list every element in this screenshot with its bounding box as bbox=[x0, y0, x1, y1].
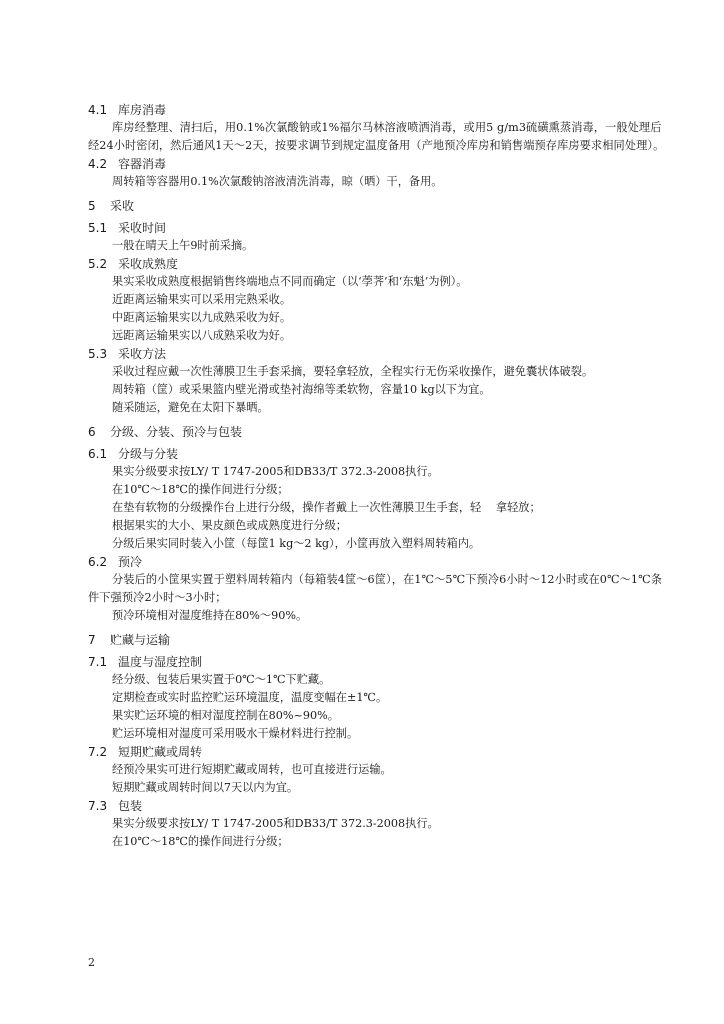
body-paragraph: 在10℃～18℃的操作间进行分级； bbox=[112, 835, 289, 848]
chapter-heading bbox=[88, 197, 668, 215]
heading-number: 5.3 bbox=[88, 347, 108, 361]
body-paragraph: 果实贮运环境的相对湿度控制在80%~90%。 bbox=[112, 709, 339, 722]
body-paragraph: 在垫有软物的分级操作台上进行分级，操作者戴上一次性薄膜卫生手套，轻 拿轻放； bbox=[112, 501, 541, 514]
heading-title: 采收成熟度 bbox=[118, 257, 179, 271]
body-paragraph: 分装后的小筐果实置于塑料周转箱内（每箱装4筐～6筐），在1℃～5℃下预冷6小时～12小时或在0℃～1℃条件下强预冷2小时～3小时； bbox=[88, 573, 663, 604]
section-heading bbox=[88, 255, 668, 273]
heading-title: 分级与分装 bbox=[118, 447, 179, 461]
heading-title: 温度与湿度控制 bbox=[118, 655, 203, 669]
heading-number: 7.1 bbox=[88, 655, 108, 669]
section-heading bbox=[88, 553, 668, 571]
heading-number: 7 bbox=[88, 633, 96, 647]
heading-number: 4.2 bbox=[88, 157, 108, 171]
body-paragraph: 中距离运输果实以九成熟采收为好。 bbox=[112, 311, 292, 324]
body-paragraph: 果实分级要求按LY/ T 1747-2005和DB33/T 372.3-2008执行。 bbox=[112, 817, 439, 830]
heading-number: 5.2 bbox=[88, 257, 108, 271]
heading-number: 6 bbox=[88, 425, 96, 439]
section-heading bbox=[88, 653, 668, 671]
heading-number: 6.1 bbox=[88, 447, 108, 461]
section-heading bbox=[88, 445, 668, 463]
body-paragraph: 根据果实的大小、果皮颜色或成熟度进行分级； bbox=[112, 519, 347, 532]
heading-title: 预冷 bbox=[118, 555, 143, 569]
body-paragraph: 果实采收成熟度根据销售终端地点不同而确定（以‘荸荠’和‘东魁’为例）。 bbox=[112, 275, 468, 288]
section-heading bbox=[88, 345, 668, 363]
section-heading bbox=[88, 797, 668, 815]
body-paragraph: 定期检查或实时监控贮运环境温度，温度变幅在±1℃。 bbox=[112, 691, 388, 704]
section-heading bbox=[88, 219, 668, 237]
heading-number: 7.3 bbox=[88, 799, 108, 813]
page-number: 2 bbox=[88, 956, 95, 969]
body-paragraph: 周转箱（筐）或采果篮内壁光滑或垫衬海绵等柔软物，容量10 kg以下为宜。 bbox=[112, 383, 491, 396]
heading-title: 采收方法 bbox=[118, 347, 167, 361]
body-paragraph: 果实分级要求按LY/ T 1747-2005和DB33/T 372.3-2008执行。 bbox=[112, 465, 439, 478]
heading-title: 贮藏与运输 bbox=[110, 633, 171, 647]
body-paragraph: 预冷环境相对湿度维持在80%～90%。 bbox=[112, 609, 308, 622]
heading-number: 4.1 bbox=[88, 103, 108, 117]
heading-title: 容器消毒 bbox=[118, 157, 167, 171]
body-paragraph: 近距离运输果实可以采用完熟采收。 bbox=[112, 293, 292, 306]
body-paragraph: 远距离运输果实以八成熟采收为好。 bbox=[112, 329, 292, 342]
chapter-heading bbox=[88, 423, 668, 441]
body-paragraph: 短期贮藏或周转时间以7天以内为宜。 bbox=[112, 781, 299, 794]
heading-title: 分级、分装、预冷与包装 bbox=[110, 425, 243, 439]
body-paragraph: 分级后果实同时装入小筐（每筐1 kg～2 kg），小筐再放入塑料周转箱内。 bbox=[112, 537, 481, 550]
heading-number: 7.2 bbox=[88, 745, 108, 759]
body-paragraph: 在10℃～18℃的操作间进行分级； bbox=[112, 483, 289, 496]
heading-title: 采收 bbox=[110, 199, 135, 213]
heading-title: 库房消毒 bbox=[118, 103, 167, 117]
heading-number: 5.1 bbox=[88, 221, 108, 235]
document-body bbox=[88, 101, 668, 851]
section-heading bbox=[88, 155, 668, 173]
heading-title: 采收时间 bbox=[118, 221, 167, 235]
chapter-heading bbox=[88, 631, 668, 649]
body-paragraph: 周转箱等容器用0.1%次氯酸钠溶液清洗消毒，晾（晒）干，备用。 bbox=[112, 175, 443, 188]
heading-number: 6.2 bbox=[88, 555, 108, 569]
body-paragraph: 库房经整理、清扫后，用0.1%次氯酸钠或1%福尔马林溶液喷洒消毒，或用5 g/m3硫磺熏蒸消毒，一般处理后经24小时密闭，然后通风1天～2天，按要求调节到规定温度备用（产地预冷库房和销售端预存库房要求相同处理）。 bbox=[88, 121, 665, 152]
body-paragraph: 经预冷果实可进行短期贮藏或周转，也可直接进行运输。 bbox=[112, 763, 392, 776]
body-paragraph: 贮运环境相对湿度可采用吸水干燥材料进行控制。 bbox=[112, 727, 359, 740]
body-paragraph: 经分级、包装后果实置于0℃～1℃下贮藏。 bbox=[112, 673, 331, 686]
section-heading bbox=[88, 743, 668, 761]
heading-number: 5 bbox=[88, 199, 96, 213]
heading-title: 包装 bbox=[118, 799, 143, 813]
section-heading bbox=[88, 101, 668, 119]
body-paragraph: 采收过程应戴一次性薄膜卫生手套采摘，要轻拿轻放，全程实行无伤采收操作，避免囊状体破裂。 bbox=[112, 365, 594, 378]
body-paragraph: 一般在晴天上午9时前采摘。 bbox=[112, 239, 254, 252]
body-paragraph: 随采随运，避免在太阳下暴晒。 bbox=[112, 401, 269, 414]
heading-title: 短期贮藏或周转 bbox=[118, 745, 203, 759]
